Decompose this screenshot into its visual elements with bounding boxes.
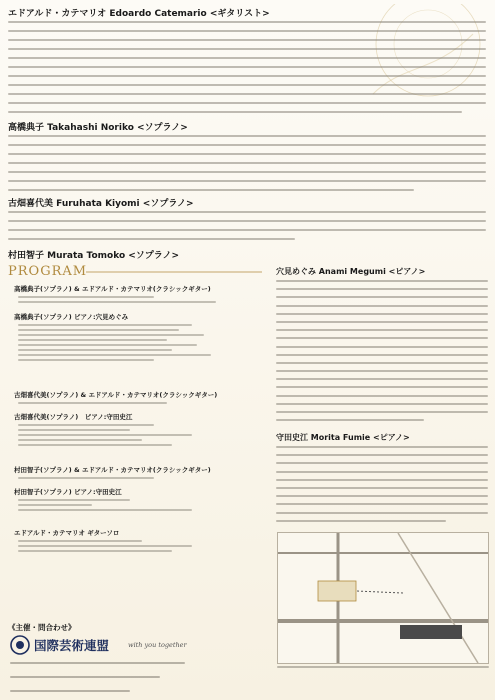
program-title-rule xyxy=(86,270,262,274)
contact-phone-line xyxy=(10,676,160,678)
access-map-drawing xyxy=(278,533,488,663)
program-item xyxy=(14,284,262,303)
program-performer: 村田智子(ソプラノ) & エドアルド・カテマリオ(クラシックギター) xyxy=(14,466,211,474)
contact-email-line[interactable] xyxy=(10,690,130,692)
profile-body-catemario xyxy=(8,21,486,120)
program-performer: 高橋典子(ソプラノ) & エドアルド・カテマリオ(クラシックギター) xyxy=(14,285,211,293)
profile-body-takahashi xyxy=(8,135,486,198)
profile-heading-morita: 守田史江 Morita Fumie <ピアノ> xyxy=(276,433,410,442)
contact-address-line xyxy=(10,662,185,664)
program-performer: 村田智子(ソプラノ) ピアノ:守田史江 xyxy=(14,488,122,496)
program-title: PROGRAM xyxy=(8,264,88,279)
program-item xyxy=(14,412,262,446)
organization-logo-icon xyxy=(10,635,30,655)
program-performer: 高橋典子(ソプラノ) ピアノ:穴見めぐみ xyxy=(14,313,129,321)
venue-address-line xyxy=(277,666,489,668)
program-item xyxy=(14,487,262,511)
program-item xyxy=(14,528,262,552)
program-performer: 古畑喜代美(ソプラノ) & エドアルド・カテマリオ(クラシックギター) xyxy=(14,391,218,399)
program-performer: エドアルド・カテマリオ ギターソロ xyxy=(14,529,120,537)
profile-heading-catemario: エドアルド・カテマリオ Edoardo Catemario <ギタリスト> xyxy=(8,9,270,19)
profile-heading-anami: 穴見めぐみ Anami Megumi <ピアノ> xyxy=(276,267,426,276)
program-performer: 古畑喜代美(ソプラノ) ピアノ:守田史江 xyxy=(14,413,133,421)
profile-body-morita xyxy=(276,446,488,528)
contact-heading: 《主催・問合わせ》 xyxy=(8,623,76,632)
profile-heading-takahashi: 高橋典子 Takahashi Noriko <ソプラノ> xyxy=(8,123,188,133)
organization-tagline: with you together xyxy=(128,641,187,649)
program-item xyxy=(14,465,262,479)
profile-body-furuhata xyxy=(8,211,486,247)
profile-heading-murata: 村田智子 Murata Tomoko <ソプラノ> xyxy=(8,251,180,261)
profile-heading-furuhata: 古畑喜代美 Furuhata Kiyomi <ソプラノ> xyxy=(8,199,194,209)
program-item xyxy=(14,390,262,404)
profile-body-anami xyxy=(276,280,488,427)
program-item xyxy=(14,312,262,361)
access-map xyxy=(277,532,489,664)
organization-name: 国際芸術連盟 xyxy=(34,638,110,653)
